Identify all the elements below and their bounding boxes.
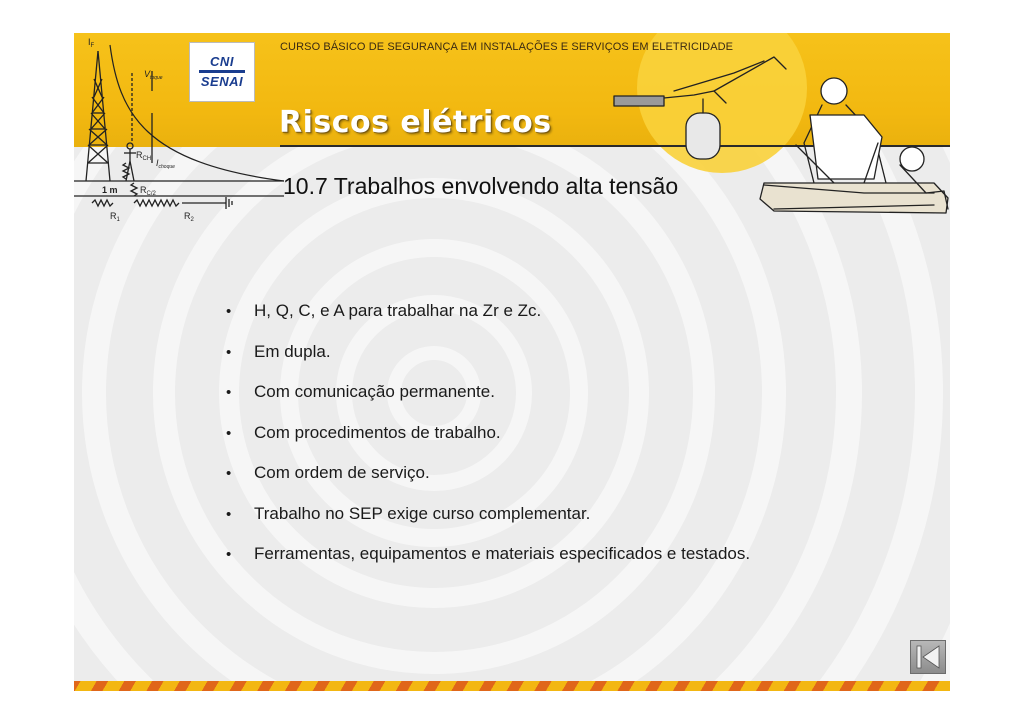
bullet-marker: •	[226, 424, 232, 442]
diagram-label-distance: 1 m	[102, 185, 118, 195]
bullet-marker: •	[226, 465, 232, 482]
list-item	[226, 423, 750, 464]
diagram-label-rc: $R_{C/2}$	[140, 185, 156, 197]
bullet-marker: •	[226, 303, 232, 320]
diagram-label-r1: $R_1$	[110, 211, 120, 223]
list-item-text: Ferramentas, equipamentos e materiais especificados e testados.	[254, 544, 751, 563]
previous-slide-icon	[911, 641, 945, 673]
list-item	[226, 544, 750, 585]
list-item-text: Com comunicação permanente.	[254, 382, 495, 401]
list-item	[226, 382, 750, 423]
course-title: CURSO BÁSICO DE SEGURANÇA EM INSTALAÇÕES E SERVIÇOS EM ELETRICIDADE	[280, 41, 734, 53]
list-item	[226, 301, 750, 342]
list-item-text: Com procedimentos de trabalho.	[254, 422, 501, 442]
bullet-marker: •	[226, 546, 232, 563]
list-item	[226, 463, 750, 504]
diagram-label-vtoque: $V_{toque}$	[144, 69, 163, 81]
logo-line-senai: SENAI	[200, 74, 244, 89]
bullet-marker: •	[226, 343, 232, 361]
list-item-text: Trabalho no SEP exige curso complementar.	[254, 503, 591, 523]
section-title: Riscos elétricos	[279, 105, 552, 140]
diagram-label-ichoque: $I_{choque}$	[156, 158, 175, 170]
list-item	[226, 342, 750, 383]
slide-heading: 10.7 Trabalhos envolvendo alta tensão	[283, 173, 679, 199]
logo-line-cni: CNI	[210, 54, 234, 69]
bullet-marker: •	[226, 505, 232, 523]
diagram-label-r2: $R_2$	[184, 211, 194, 223]
slide	[74, 33, 950, 691]
first-aid-illustration	[74, 33, 950, 233]
bullet-list	[226, 301, 750, 585]
bottom-stripe-bar	[74, 681, 950, 691]
previous-slide-button[interactable]	[910, 640, 946, 674]
diagram-label-if: $I_F$	[88, 37, 95, 49]
list-item-text: H, Q, C, e A para trabalhar na Zr e Zc.	[254, 301, 542, 320]
list-item	[226, 504, 750, 545]
list-item-text: Em dupla.	[254, 341, 331, 361]
diagram-label-rch: $R_{CH}$	[136, 150, 152, 162]
bullet-marker: •	[226, 384, 232, 401]
list-item-text: Com ordem de serviço.	[254, 463, 430, 482]
